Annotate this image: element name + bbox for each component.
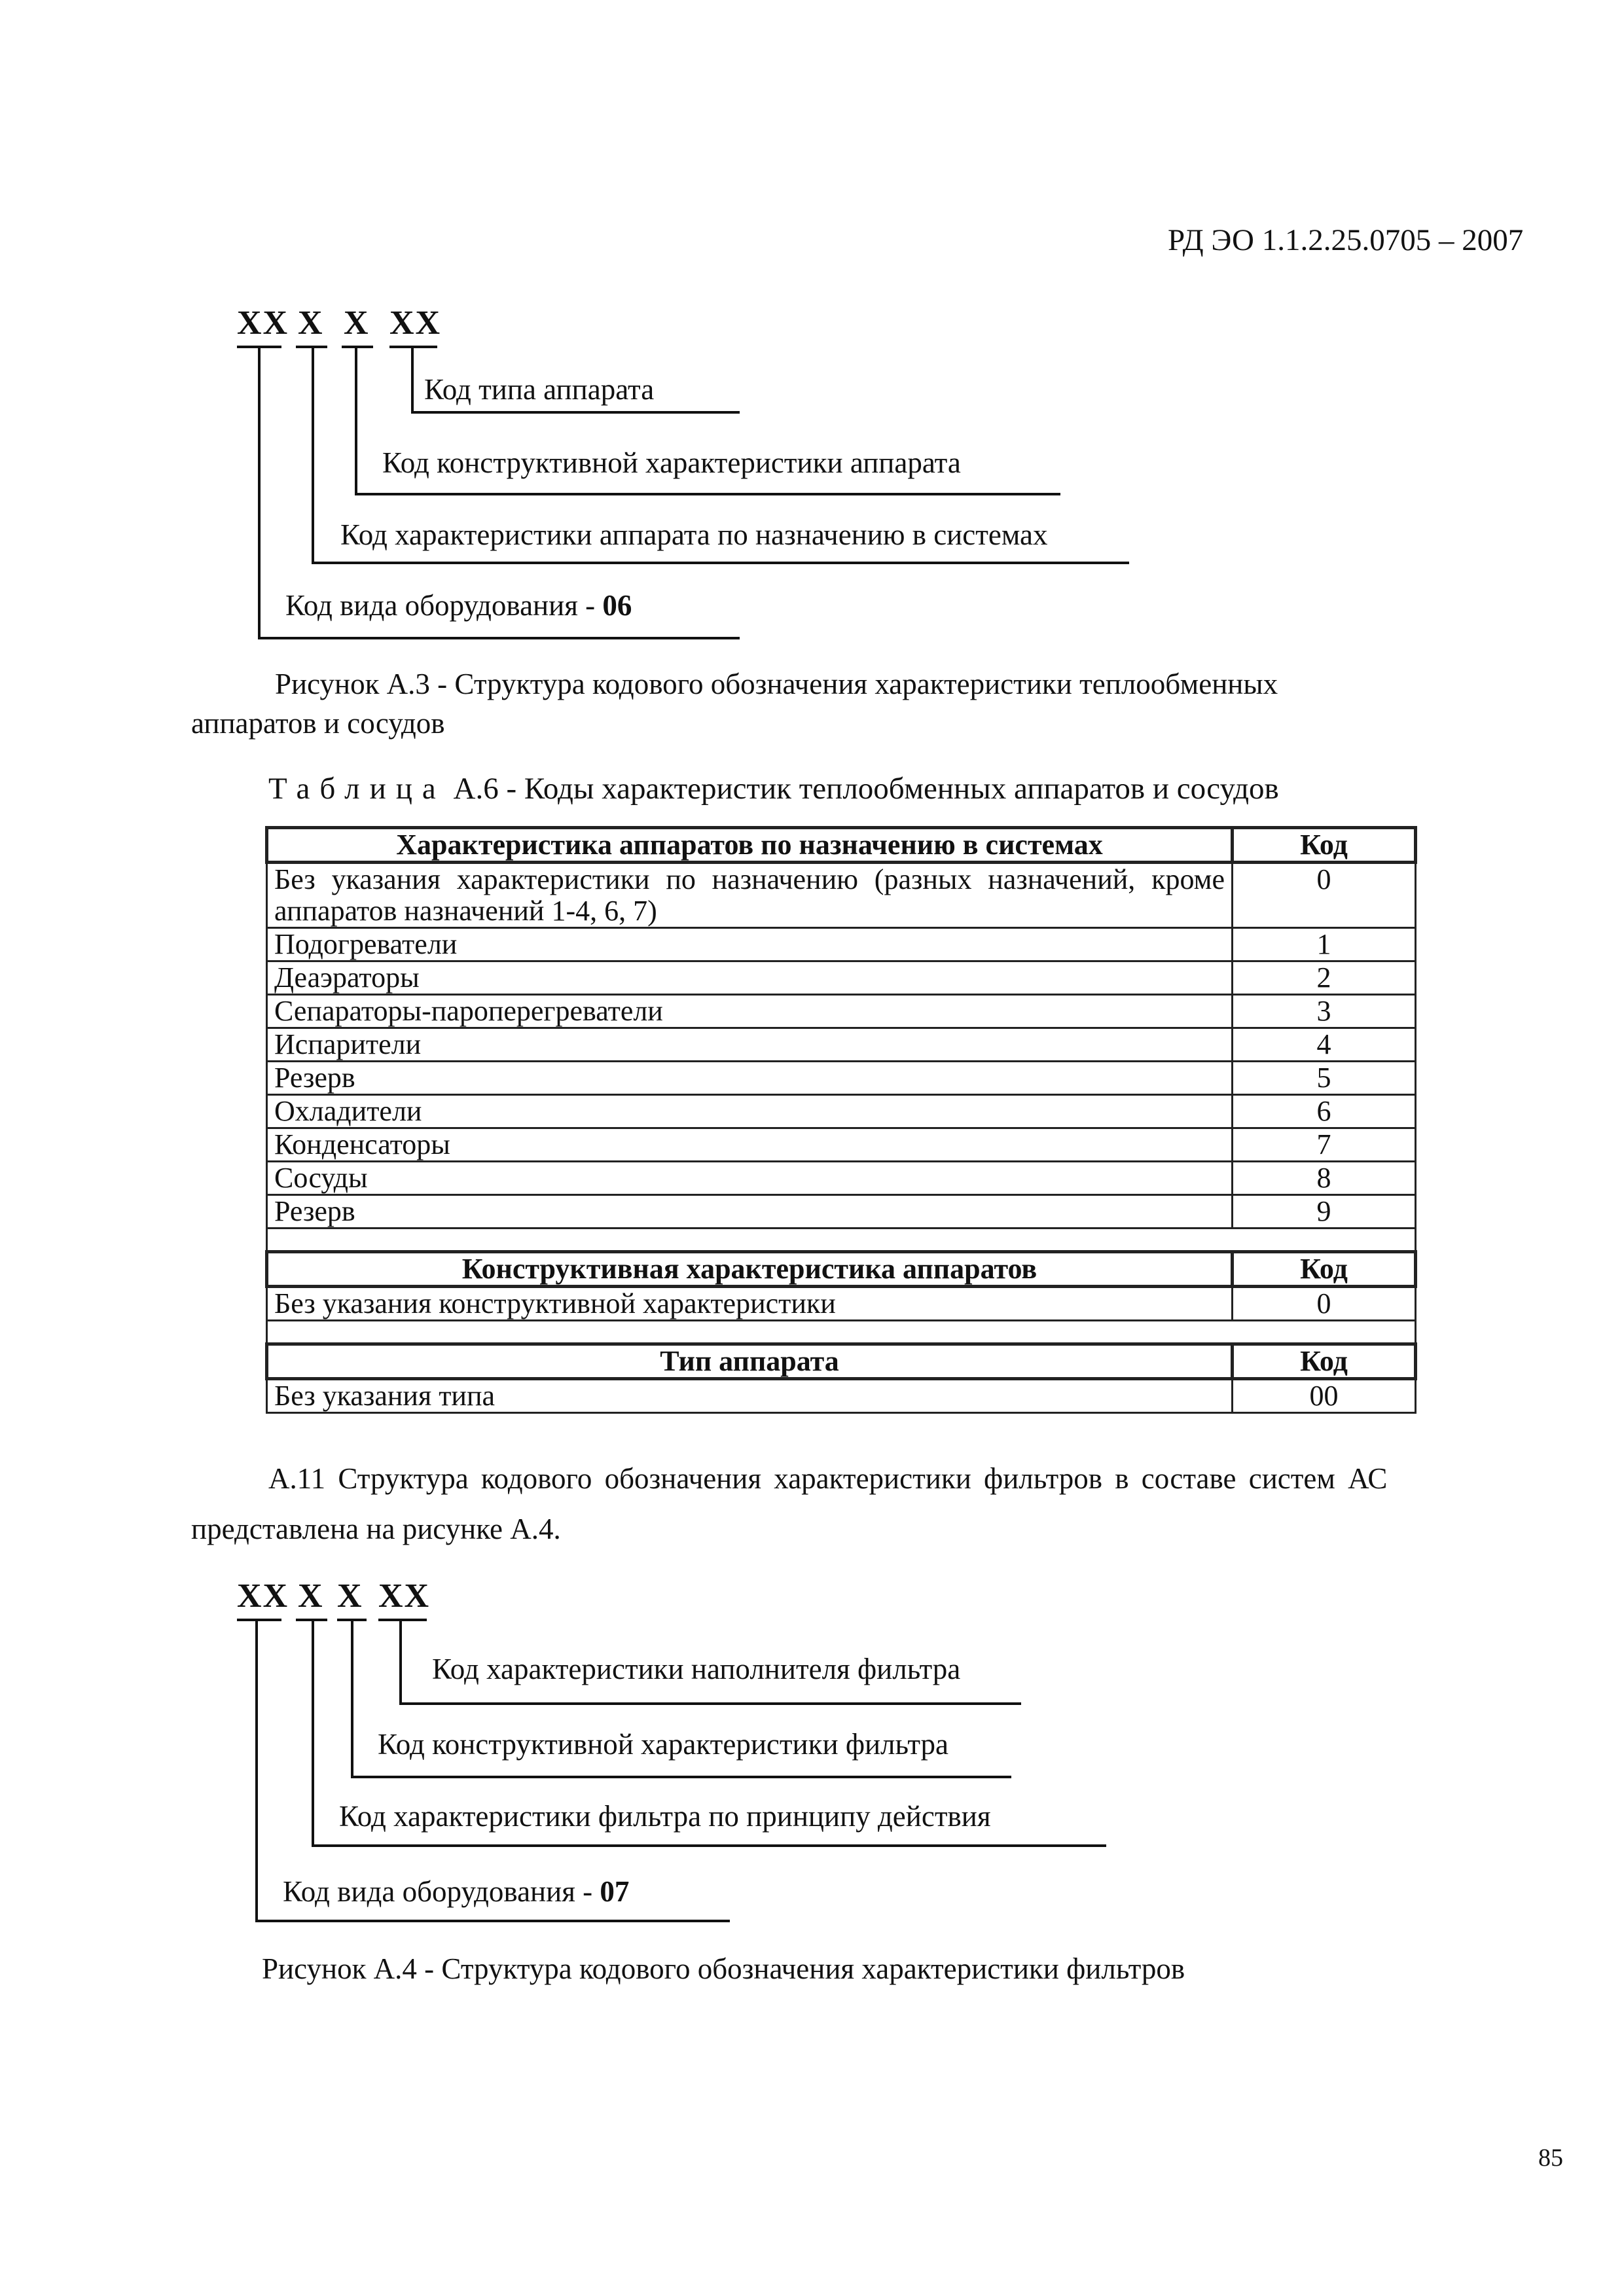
paragraph-a11-line2: представлена на рисунке А.4.	[191, 1513, 561, 1545]
row-name: Охладители	[267, 1095, 1233, 1128]
section1-header: Характеристика аппаратов по назначению в системах	[267, 828, 1233, 863]
table-header-row	[267, 1252, 1416, 1287]
code-header: Код	[1233, 1252, 1416, 1287]
table-row	[267, 1379, 1416, 1413]
row-name: Сосуды	[267, 1162, 1233, 1195]
figure-a3-caption-line1: Рисунок А.3 - Структура кодового обозначения характеристики теплообменных	[275, 668, 1278, 700]
row-name: Подогреватели	[267, 928, 1233, 961]
table-row	[267, 995, 1416, 1028]
row-name: Сепараторы-пароперегреватели	[267, 995, 1233, 1028]
row-code: 5	[1233, 1062, 1416, 1095]
row-code: 9	[1233, 1195, 1416, 1229]
code-segment: X	[298, 304, 324, 342]
label-construction: Код конструктивной характеристики аппарата	[382, 446, 961, 479]
row-code: 4	[1233, 1028, 1416, 1062]
label-filler: Код характеристики наполнителя фильтра	[432, 1653, 961, 1685]
bracket-line	[313, 347, 1129, 563]
table-row	[267, 1128, 1416, 1162]
code-segment: XX	[237, 1577, 289, 1615]
row-code: 8	[1233, 1162, 1416, 1195]
table-word: Таблица	[268, 772, 446, 806]
table-a6-caption	[268, 771, 1279, 806]
section2-header: Конструктивная характеристика аппаратов	[267, 1252, 1233, 1287]
table-row	[267, 1028, 1416, 1062]
table-row	[267, 1287, 1416, 1321]
table-row	[267, 961, 1416, 995]
label-equipment-kind: Код вида оборудования - 07	[283, 1875, 630, 1908]
table-spacer	[267, 1321, 1416, 1344]
equipment-code: 06	[602, 589, 632, 622]
table-header-row	[267, 1344, 1416, 1379]
label-purpose: Код характеристики аппарата по назначению в системах	[340, 518, 1048, 551]
paragraph-a11-line1: А.11 Структура кодового обозначения характеристики фильтров в составе систем АС	[268, 1462, 1388, 1495]
bracket-line	[356, 347, 1060, 494]
table-spacer	[267, 1229, 1416, 1252]
code-header: Код	[1233, 828, 1416, 863]
equipment-code: 07	[600, 1875, 630, 1908]
row-code: 7	[1233, 1128, 1416, 1162]
table-row	[267, 928, 1416, 961]
row-code: 3	[1233, 995, 1416, 1028]
row-name: Без указания характеристики по назначению (разных назначений, кроме аппаратов назначений 1-4, 6, 7)	[274, 863, 1225, 927]
page-number: 85	[1538, 2144, 1563, 2172]
table-a6	[265, 826, 1417, 1414]
figure-a4-caption: Рисунок А.4 - Структура кодового обозначения характеристики фильтров	[262, 1952, 1185, 1985]
code-segment: X	[337, 1577, 363, 1615]
row-name: Без указания типа	[267, 1379, 1233, 1413]
bracket-line	[313, 1620, 1106, 1846]
row-name: Без указания конструктивной характеристики	[267, 1287, 1233, 1321]
bracket-line	[259, 347, 740, 638]
bracket-line	[412, 347, 740, 412]
row-code: 0	[1233, 1287, 1416, 1321]
code-segment: XX	[378, 1577, 431, 1615]
bracket-line	[401, 1620, 1021, 1704]
code-segment: X	[344, 304, 370, 342]
code-header: Код	[1233, 1344, 1416, 1379]
row-code: 0	[1233, 863, 1416, 928]
code-segment: X	[298, 1577, 324, 1615]
bracket-line	[352, 1620, 1011, 1777]
label-equipment-kind: Код вида оборудования - 06	[285, 589, 632, 622]
row-name: Конденсаторы	[267, 1128, 1233, 1162]
row-code: 6	[1233, 1095, 1416, 1128]
document-header: РД ЭО 1.1.2.25.0705 – 2007	[1168, 223, 1524, 257]
table-row	[267, 1162, 1416, 1195]
row-name: Испарители	[267, 1028, 1233, 1062]
row-name: Резерв	[267, 1062, 1233, 1095]
table-row	[267, 1062, 1416, 1095]
table-row	[267, 1095, 1416, 1128]
label-principle: Код характеристики фильтра по принципу действия	[339, 1800, 991, 1833]
table-title: А.6 - Коды характеристик теплообменных аппаратов и сосудов	[453, 772, 1279, 806]
row-code: 00	[1233, 1379, 1416, 1413]
row-name: Деаэраторы	[267, 961, 1233, 995]
bracket-line	[257, 1620, 730, 1921]
table-row	[267, 1195, 1416, 1229]
label-construction: Код конструктивной характеристики фильтра	[378, 1728, 949, 1761]
row-name: Резерв	[267, 1195, 1233, 1229]
code-segment: XX	[389, 304, 442, 342]
figure-a3-caption-line2: аппаратов и сосудов	[191, 707, 445, 740]
table-row	[267, 863, 1416, 928]
row-code: 2	[1233, 961, 1416, 995]
section3-header: Тип аппарата	[267, 1344, 1233, 1379]
table-header-row	[267, 828, 1416, 863]
code-segment: XX	[237, 304, 289, 342]
label-apparatus-type: Код типа аппарата	[424, 373, 655, 406]
row-code: 1	[1233, 928, 1416, 961]
